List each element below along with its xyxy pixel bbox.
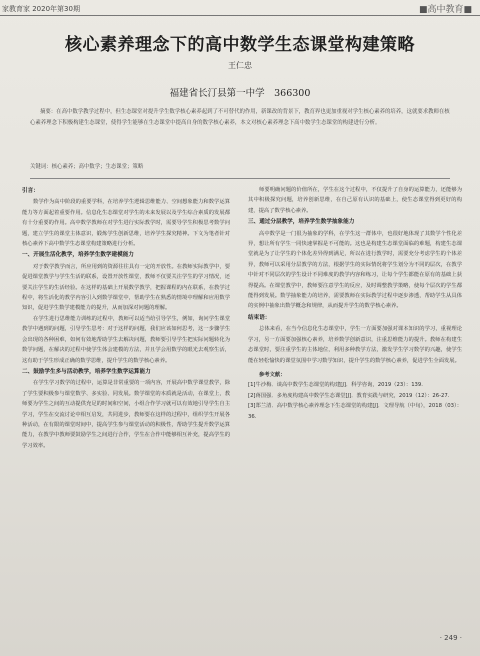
conclusion-heading: 结束语：	[248, 314, 271, 321]
right-text-column	[248, 185, 462, 605]
paragraph: 在学生学习数学的过程中，运算是非常重要的一项内容，开展高中数学课堂教学，除了学生要积极参与课堂数学、多实验、同发展。数学课堂的本质就是活动，在课堂上，教师要为学生之间的互动提供充足的时间和空间，小组合作学习就可以有效地引导学生自主学习，学生在交流讨论中相互启发，共同进步，教师要在这样的过程中，组织学生开展各种活动，在有限的课堂时间中，提高学生参与课堂活动的积极性，帮助学生提升数学运算能力，在教学中教师要鼓励学生之间进行合作，学生在合作中能够相互补充，提高学生的学习效率。	[22, 380, 230, 449]
section-3-heading: 三、通过分层教学，培养学生数学抽象能力	[248, 219, 355, 226]
left-text-column	[22, 185, 230, 635]
keywords: 关键词：核心素养；高中数学；生态课堂；策略	[30, 164, 144, 170]
paragraph: 数学作为高中阶段的重要学科，在培养学生逻辑思维能力、空间想象能力和数学运算能力等方面起着重要作用。信息化生态课堂对学生的未来发展以及学生综合素质的发展都有十分重要的作用。高中数学教师在对学生进行实际教学时，需要导学生积极思考数学问题，建立学生的课堂主体意识，锻炼学生创新思维，培养学生探究精神。下文为笔者针对核心素养下高中数学生态课堂构建策略进行分析。	[22, 199, 230, 248]
page-number: · 249 ·	[439, 634, 462, 642]
reference-item: [1]牛沙梅．谈高中数学生态课堂的构建[J]．科学咨询，2019（23）：139.	[248, 382, 423, 389]
article-title: 核心素养理念下的高中数学生态课堂构建策略	[65, 35, 415, 55]
paragraph: 在学生进行思维能力训练的过程中，教师可以适当给引导学生，例如，询问学生课堂教学中遇到的问题，引导学生思考：对于这样的问题，我们应该如何思考，这一步骤学生会出现的各种困难，如何有效地帮助学生去解决问题，教师要引导学生把实际问题转化为数学问题，在解决的过程中使学生体会建模的方法，并且学会用数学的眼光去观察生活，这有助于学生形成正确的数学思维，提升学生的数学核心素养。	[22, 315, 230, 364]
paragraph: 对于数学教学而言，所应用到的资源往往具有一定的开放性。在教师实际教学中，要促进课堂教学与学生生活的联系，设置开放性课堂，教师不仅要关注学生的学习情况，还要关注学生的生活经验。在这样的基础上开展数学教学，把握课程的内在联系，在教学过程中，将生活化的教学内容引入到数学课堂中，帮助学生在熟悉的情境中理解和应用数学知识，促进学生数学建模能力的提升，从而加深对问题的理解。	[22, 263, 230, 312]
paragraph: 高中数学是一门很为抽象的学科，在学生这一群体中，也很好地体现了其数学个性化差异，想让所有学生一同快速掌握是不可能的。这也是构建生态课堂面临的难题，构建生态课堂就是为了让学生的个体化差异得到满足，所以在进行教学时，需要充分考虑学生的个体差异，教师可以采用分层教学的方法，根据学生的实际情况将学生划分为不同的层次，在教学中针对不同层次的学生设计不同难度的教学内容和练习，让每个学生都能在原有的基础上获得提高。在课堂教学中，教师要注意学生的反应，及时调整教学策略，使每个层次的学生都能得到发展。数学抽象能力的培养，需要教师在实际教学过程中逐步渗透，帮助学生从具体的实例中抽象出数学概念和规律，从而提升学生的数学核心素养。	[248, 230, 462, 310]
header-divider	[0, 15, 480, 16]
article-author: 王仁忠	[228, 61, 252, 70]
abstract: 摘要：在高中数学教学过程中，但生态课堂对提升学生数学核心素养起到了不可替代的作用，新课改的背景下，教育界也更加重视对学生核心素养的培养，这就要求教师在核心素养理念下积极构建生态课堂，使得学生能够在生态课堂中提高自身的数学核心素养，本文对核心素养理念下高中数学生态课堂的构建进行分析。	[30, 109, 450, 126]
reference-item: [3]郑兰清．高中数学核心素养理念下生态课堂的构建[J]．文理导航（中旬），2018（03）：36.	[248, 403, 462, 420]
column-label: ■高中教育■	[418, 5, 472, 15]
paragraph: 总体来看，在当今信息化生态课堂中，学生一方面要加强对课本知识的学习，重视理论学习，另一方面要加强核心素养，培养数学创新意识，注重思维能力的提升。教师在构建生态课堂时，要注重学生的主体地位，利用多种教学方法，激发学生学习数学的兴趣，使学生能在轻松愉快的课堂氛围中学习数学知识，提升学生的数学核心素养，促进学生全面发展。	[248, 326, 462, 364]
reference-item: [2]蒋国强．多角度构建高中数学生态课堂[J]．教育实践与研究，2019（12）：26-27.	[248, 392, 450, 399]
intro-heading: 引言：	[22, 188, 39, 194]
author-affiliation: 福建省长汀县第一中学 366300	[169, 88, 311, 99]
section-2-heading: 二、鼓励学生多与活动教学，培养学生数学运算能力	[22, 368, 151, 375]
abstract-divider	[30, 178, 450, 179]
references-heading: 参考文献：	[259, 371, 286, 378]
paragraph: 师要明确问题的价值所在，学生在这个过程中，不仅提升了自身的运算能力，还能够为其中积极探究问题，培养创新思维，在自己原有认识的基础上，使生态课堂得到更好的构建，提高了数学核心素养。	[248, 187, 462, 214]
journal-issue-header: 家教育家 2020年第30期	[2, 5, 80, 13]
section-1-heading: 一、开展生活化教学，培养学生数学建模能力	[22, 252, 134, 259]
